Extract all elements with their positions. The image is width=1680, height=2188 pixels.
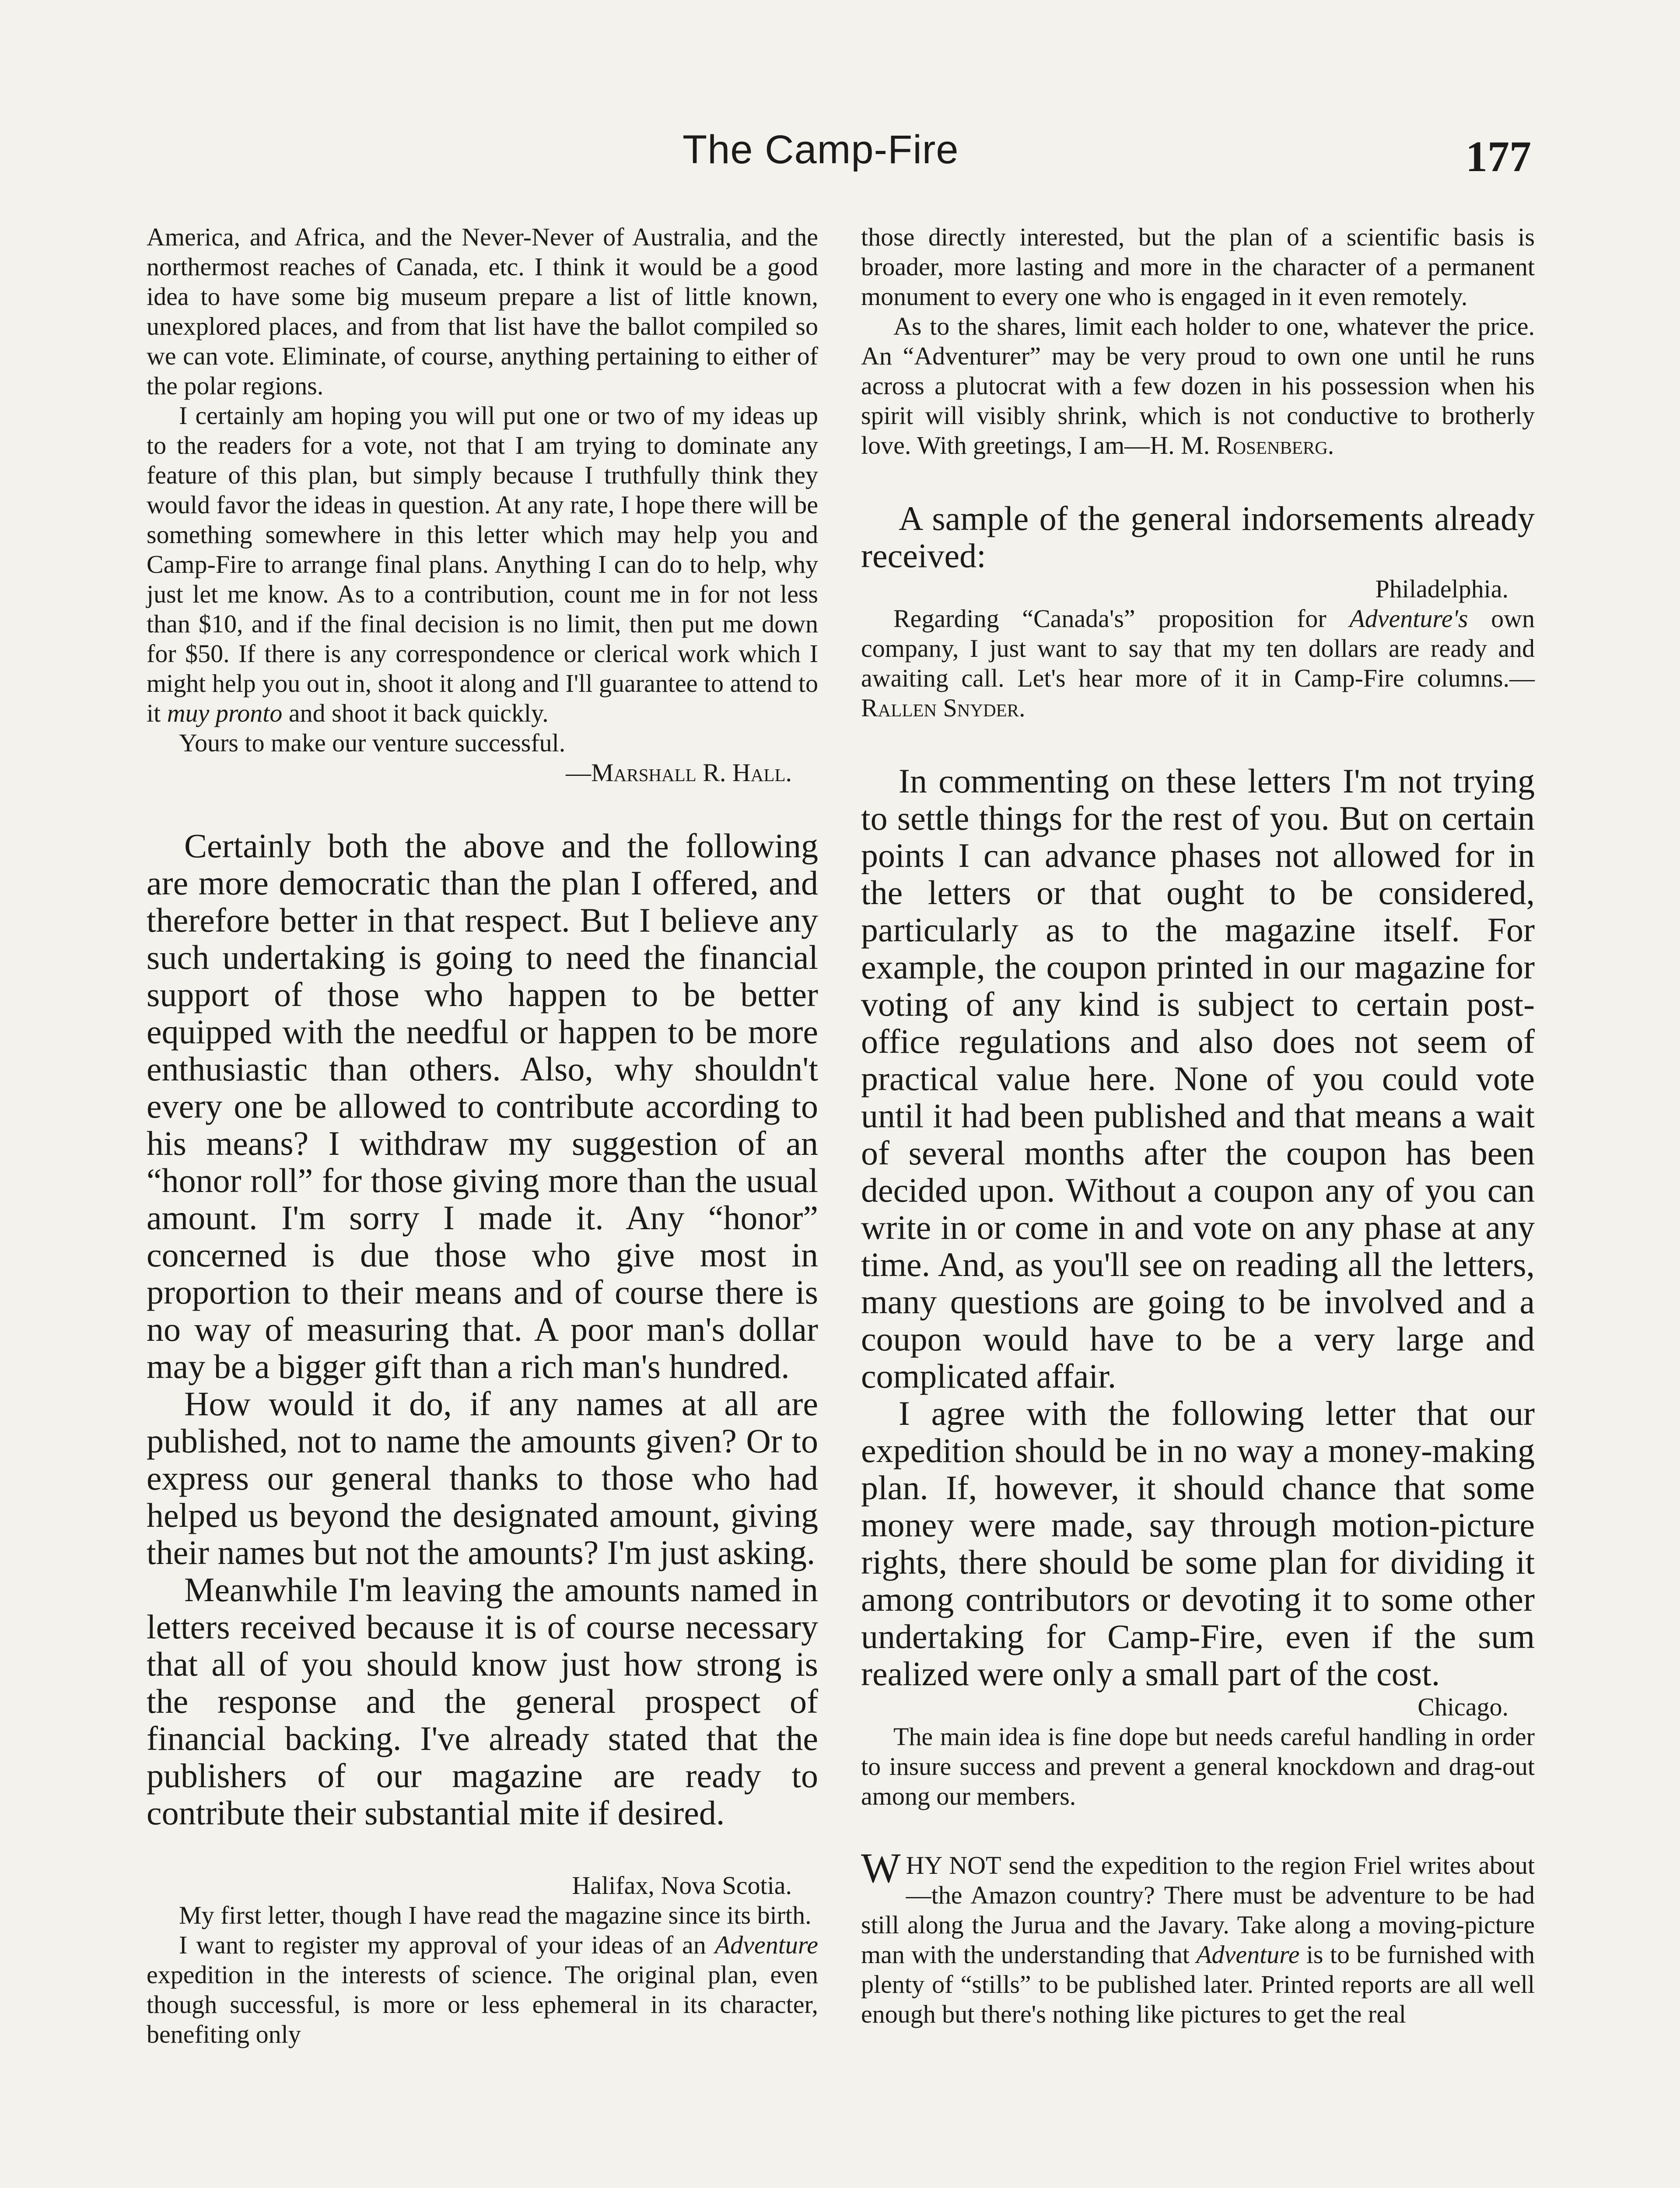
opening-words: HY NOT: [906, 1851, 1001, 1879]
text-span: I want to register my approval of your ideas of an: [179, 1931, 715, 1959]
signature-name: Marshall R. Hall.: [591, 758, 792, 787]
drop-cap: W: [861, 1844, 901, 1891]
right-column: [861, 222, 1535, 2029]
italic-phrase: Adventure: [714, 1931, 818, 1959]
italic-phrase: Adventure: [1196, 1940, 1300, 1969]
editorial-paragraph: A sample of the general indorsements already received:: [861, 499, 1535, 575]
signature-dash: —: [566, 758, 592, 787]
letter-paragraph: The main idea is fine dope but needs careful handling in order to insure success and prevent a general knockdown and drag-out among our members.: [861, 1722, 1535, 1810]
spacer: [861, 460, 1535, 500]
running-title: The Camp-Fire: [682, 127, 959, 172]
editorial-paragraph: I agree with the following letter that our expedition should be in no way a money-making plan. If, however, it should chance that some money were made, say through motion-picture rights, there should be some plan for dividing it among contributors or devoting it to some other undertaking for Camp-Fire, even if the sum realized were only a small part of the cost.: [861, 1394, 1535, 1693]
text-span: and shoot it back quickly.: [282, 699, 549, 727]
italic-phrase: muy pronto: [167, 699, 283, 727]
text-span: I certainly am hoping you will put one or two of my ideas up to the readers for a vote, not that I am trying to dominate any feature of this plan, but simply because I truthfully think they would favor the ideas in question. At any rate, I hope there will be something somewhere in this letter which may help you and Camp-Fire to arrange final plans. Anything I can do to help, why just let me know. As to a contribution, count me in for not less than $10, and if the final decision is no limit, then put me down for $50. If there is any correspondence or clerical work which I might help you out in, shoot it along and I'll guarantee to attend to it: [147, 401, 818, 727]
italic-phrase: Adventure's: [1349, 604, 1468, 633]
left-column: [147, 222, 818, 2049]
letter-paragraph: [861, 1844, 1535, 2029]
letter-paragraph: My first letter, though I have read the magazine since its birth.: [179, 1901, 812, 1929]
editorial-paragraph: Certainly both the above and the following are more democratic than the plan I offered, and therefore better in that respect. But I believe any such undertaking is going to need the financial support of those who happen to be better equipped with the needful or happen to be more enthusiastic than others. Also, why shouldn't every one be allowed to contribute according to his means? I withdraw my suggestion of an “honor roll” for those giving more than the usual amount. I'm sorry I made it. Any “honor” concerned is due those who give most in proportion to their means and of course there is no way of measuring that. A poor man's dollar may be a bigger gift than a rich man's hundred.: [147, 827, 818, 1385]
text-span: send the expedition to the region Friel writes about—the Amazon country? There must be adventure to be had still along the Jurua and the Javary. Take along a moving-picture man with the understanding that: [861, 1851, 1535, 1969]
letter-dateline: Chicago.: [1418, 1693, 1508, 1721]
letter-closing: Yours to make our venture successful.: [179, 729, 566, 757]
editorial-paragraph: In commenting on these letters I'm not trying to settle things for the rest of you. But on certain points I can advance phases not allowed for in the letters or that ought to be considered, particularly as to the magazine itself. For example, the coupon printed in our magazine for voting of any kind is subject to certain post-office regulations and also does not seem of practical value here. None of you could vote until it had been published and that means a wait of several months after the coupon has been decided upon. Without a coupon any of you can write in or come in and vote on any phase at any time. And, as you'll see on reading all the letters, many questions are going to be involved and a coupon would have to be a very large and complicated affair.: [861, 762, 1535, 1395]
letter-dateline: Halifax, Nova Scotia.: [572, 1871, 792, 1900]
editorial-paragraph: Meanwhile I'm leaving the amounts named in letters received because it is of course necessary that all of you should know just how strong is the response and the general prospect of financial backing. I've already stated that the publishers of our magazine are ready to contribute their substantial mite if desired.: [147, 1571, 818, 1832]
letter-paragraph: [861, 312, 1535, 460]
spacer: [861, 723, 1535, 762]
letter-paragraph: [861, 604, 1535, 723]
text-span: is to be furnished with plenty of “stills” to be published later. Printed reports are all well enough but there's nothing like pictures to get the real: [861, 1940, 1535, 2028]
text-span: expedition in the interests of science. The original plan, even though successful, is more or less ephemeral in its character, benefiting only: [147, 1960, 818, 2048]
letter-paragraph: [147, 401, 818, 728]
spacer: [861, 1811, 1535, 1851]
page-number: 177: [1466, 132, 1531, 181]
spacer: [147, 788, 818, 827]
letter-signature: [147, 758, 818, 788]
letter-paragraph: those directly interested, but the plan of a scientific basis is broader, more lasting and more in the character of a permanent monument to every one who is engaged in it even remotely.: [861, 223, 1535, 311]
page-header: [0, 0, 1680, 201]
signature-name: Rosenberg.: [1216, 431, 1334, 459]
editorial-paragraph: How would it do, if any names at all are published, not to name the amounts given? Or to express our general thanks to those who had helped us beyond the designated amount, giving their names but not the amounts? I'm just asking.: [147, 1385, 818, 1571]
signature-name: Rallen Snyder.: [861, 694, 1026, 722]
letter-paragraph: America, and Africa, and the Never-Never of Australia, and the northermost reaches of Canada, etc. I think it would be a good idea to have some big museum prepare a list of little known, unexplored places, and from that list have the ballot compiled so we can vote. Eliminate, of course, anything pertaining to either of the polar regions.: [147, 223, 818, 400]
spacer: [147, 1831, 818, 1871]
text-span: Regarding “Canada's” proposition for: [893, 604, 1350, 633]
letter-paragraph: [147, 1930, 818, 2049]
text-span: As to the shares, limit each holder to one, whatever the price. An “Adventurer” may be very proud to own one until he runs across a plutocrat with a few dozen in his possession when his spirit will visibly shrink, which is not conductive to brotherly love. With greetings, I am—H. M.: [861, 312, 1535, 459]
letter-dateline: Philadelphia.: [1375, 575, 1508, 603]
text-span: own company, I just want to say that my ten dollars are ready and awaiting call. Let's hear more of it in Camp-Fire columns.—: [861, 604, 1535, 692]
